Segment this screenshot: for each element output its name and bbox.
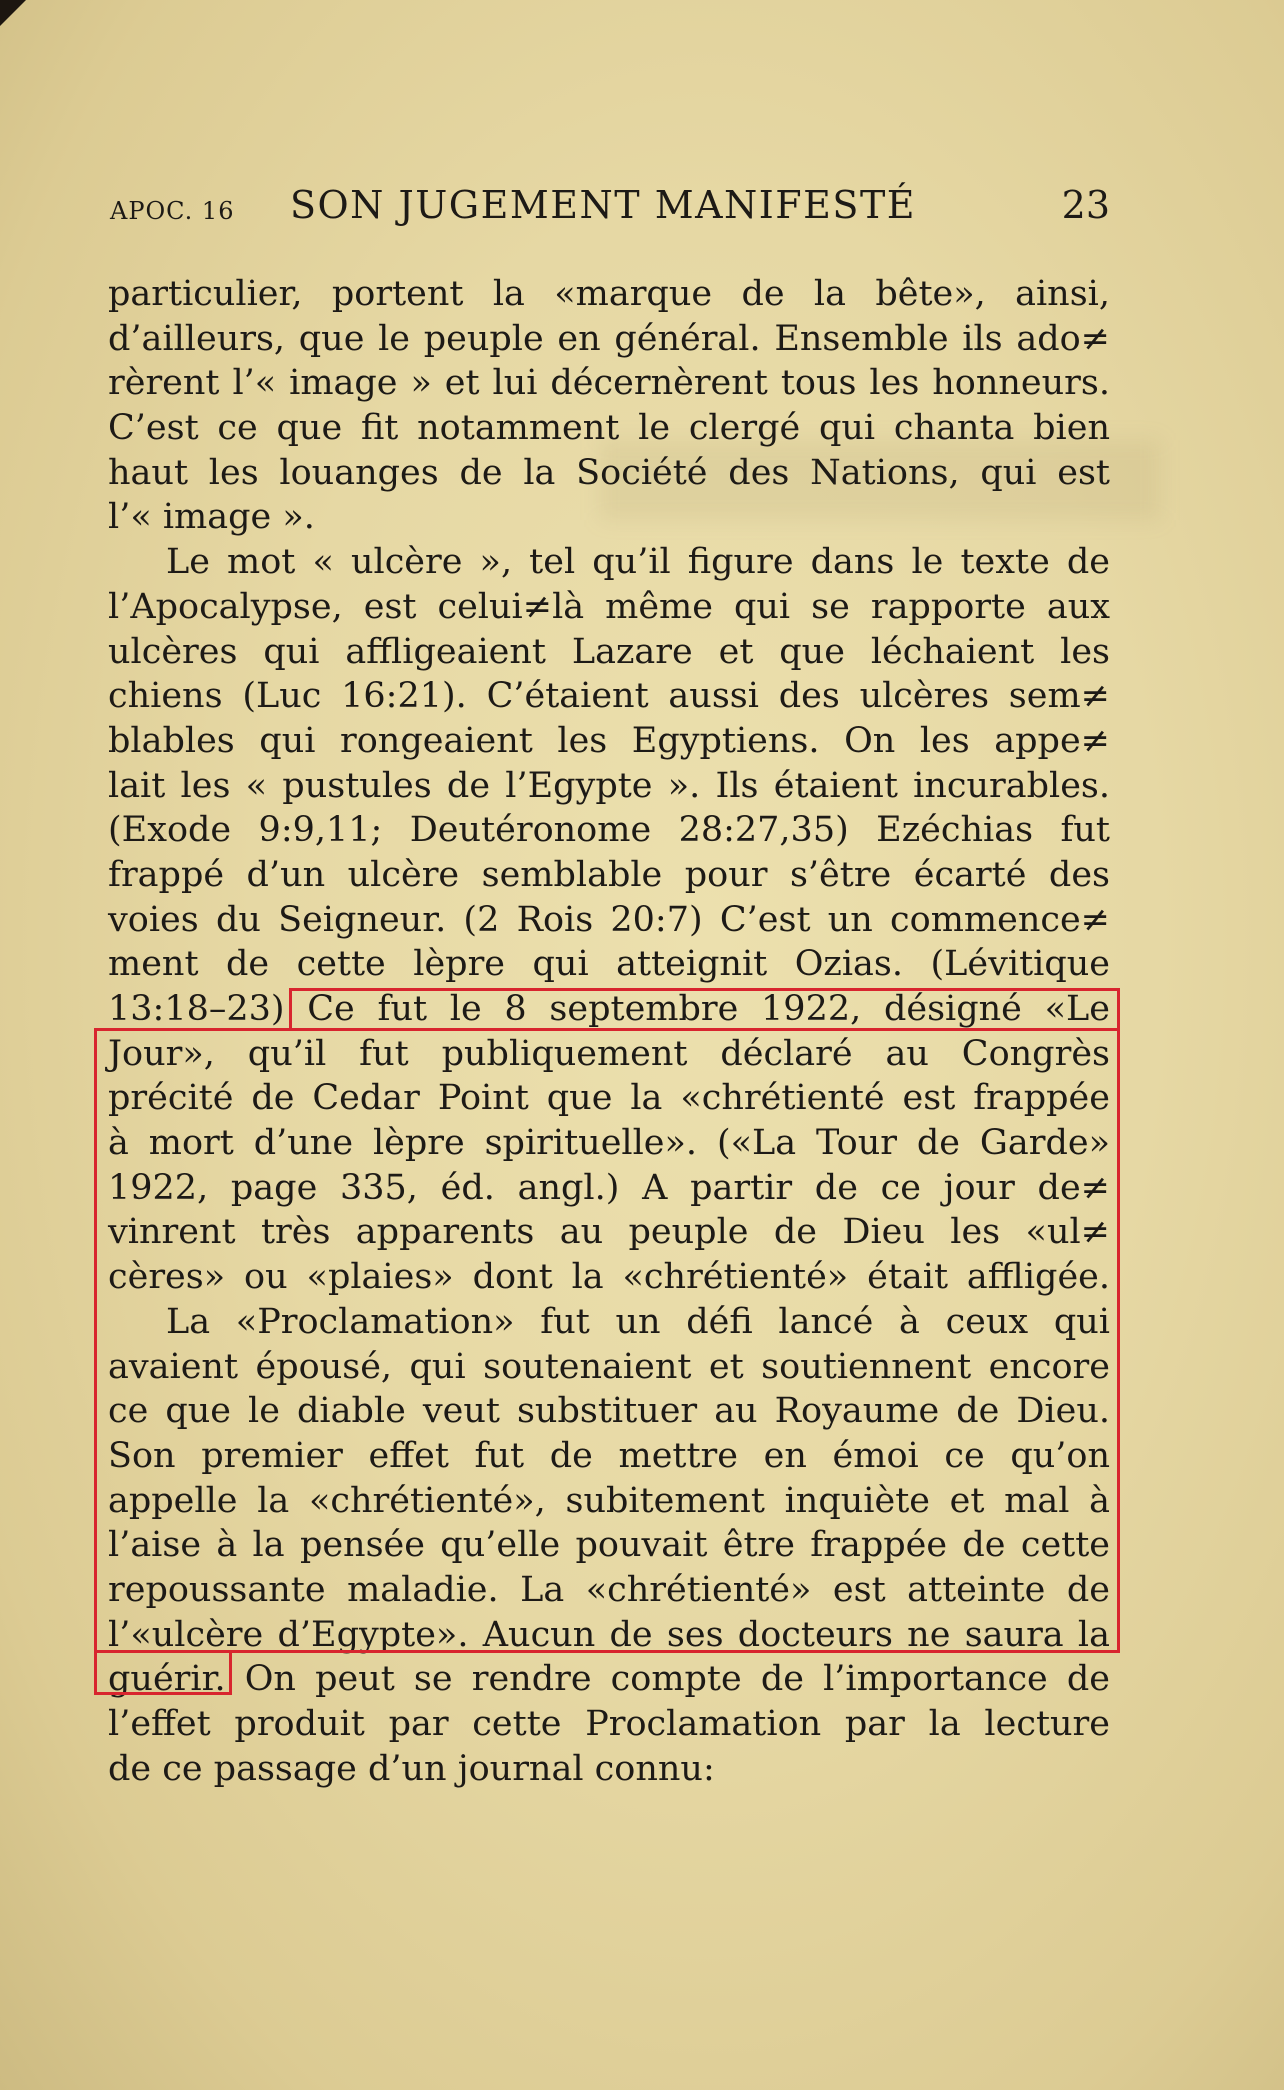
text-line: l’«ulcère d’Egypte». Aucun de ses docteurs ne saura la [108,1614,1110,1655]
running-head [110,183,1110,233]
text-line: précité de Cedar Point que la «chrétienté est frappée [108,1078,1110,1119]
text-line: l’aise à la pensée qu’elle pouvait être frappée de cette [108,1525,1110,1566]
text-line: rèrent l’« image » et lui décernèrent tous les honneurs. [108,363,1110,404]
chapter-title: SON JUGEMENT MANIFESTÉ [290,183,917,227]
text-line: l’« image ». [108,497,315,538]
text-line: ulcères qui affligeaient Lazare et que léchaient les [108,631,1110,672]
text-line: 13:18–23) Ce fut le 8 septembre 1922, désigné «Le [108,989,1110,1029]
text-line: guérir. On peut se rendre compte de l’importance de [108,1659,1110,1700]
text-line: La «Proclamation» fut un défi lancé à ceux qui [166,1301,1110,1342]
text-line: Son premier effet fut de mettre en émoi ce qu’on [108,1435,1110,1476]
text-line: avaient épousé, qui soutenaient et soutiennent encore [108,1346,1110,1387]
highlight-box-main [94,1028,1120,1653]
text-line: blables qui rongeaient les Egyptiens. On les appe≠ [108,720,1110,761]
text-line: à mort d’une lèpre spirituelle». («La Tour de Garde» [108,1123,1110,1164]
highlight-box-tail [94,1650,232,1695]
text-line: d’ailleurs, que le peuple en général. Ensemble ils ado≠ [108,318,1110,359]
text-line: frappé d’un ulcère semblable pour s’être écarté des [108,854,1110,895]
text-line: cères» ou «plaies» dont la «chrétienté» était affligée. [108,1257,1110,1298]
text-line: particulier, portent la «marque de la bête», ainsi, [108,274,1110,314]
text-line: l’Apocalypse, est celui≠là même qui se rapporte aux [108,586,1110,627]
text-line: Jour», qu’il fut publiquement déclaré au Congrès [108,1033,1110,1074]
text-line: 1922, page 335, éd. angl.) A partir de ce jour de≠ [108,1167,1110,1208]
text-line: C’est ce que fit notamment le clergé qui chanta bien [108,408,1110,449]
text-line: (Exode 9:9,11; Deutéronome 28:27,35) Ezéchias fut [108,810,1110,851]
text-line: ment de cette lèpre qui atteignit Ozias. (Lévitique [108,944,1110,985]
text-line: Le mot « ulcère », tel qu’il figure dans le texte de [166,542,1110,583]
text-line: de ce passage d’un journal connu: [108,1748,715,1789]
text-line: voies du Seigneur. (2 Rois 20:7) C’est un commence≠ [108,899,1110,940]
text-line: appelle la «chrétienté», subitement inquiète et mal à [108,1480,1110,1521]
page-number: 23 [1061,183,1110,227]
text-line: chiens (Luc 16:21). C’étaient aussi des ulcères sem≠ [108,676,1110,717]
book-reference: APOC. 16 [110,197,235,225]
highlight-box-head [289,988,1120,1031]
text-line: lait les « pustules de l’Egypte ». Ils étaient incurables. [108,765,1110,806]
text-line: ce que le diable veut substituer au Royaume de Dieu. [108,1391,1110,1432]
text-line: l’effet produit par cette Proclamation par la lecture [108,1704,1110,1744]
text-line: haut les louanges de la Société des Nations, qui est [108,452,1110,493]
text-line: repoussante maladie. La «chrétienté» est atteinte de [108,1569,1110,1610]
text-line: vinrent très apparents au peuple de Dieu les «ul≠ [108,1212,1110,1253]
scan-edge [0,0,26,26]
